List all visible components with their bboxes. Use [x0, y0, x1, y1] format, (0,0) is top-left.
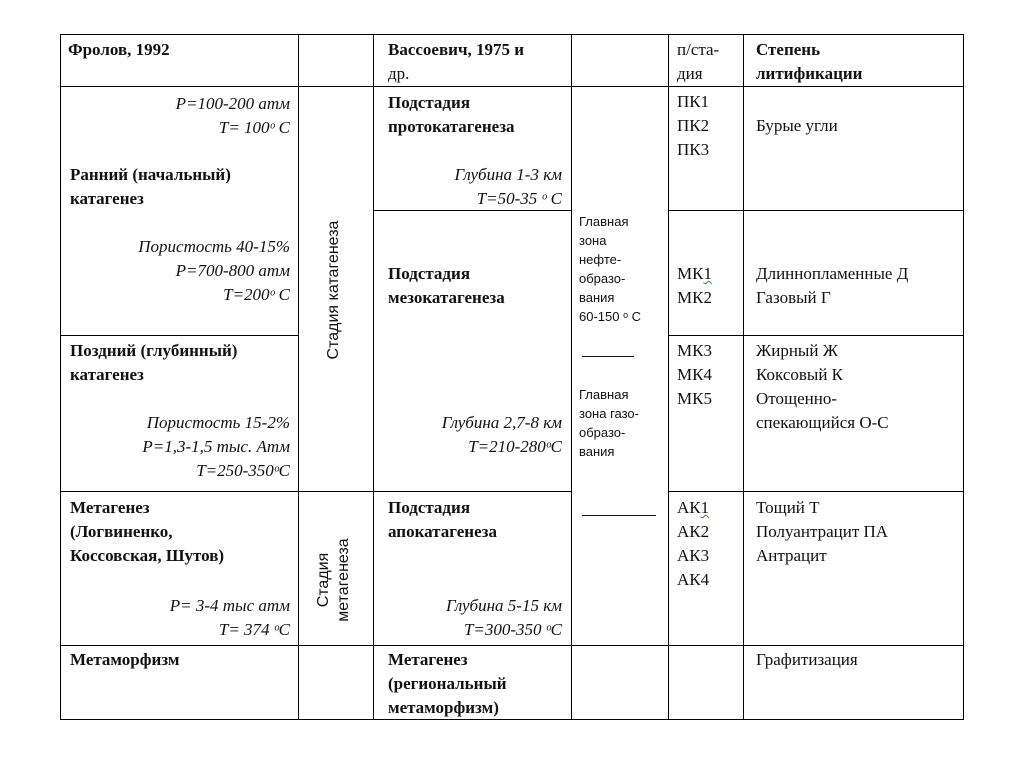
- header-vassoevich: Вассоевич, 1975 и др.: [388, 40, 525, 83]
- oil-zone-label: Главная зона нефте- образо- вания 60-150 ᵒ С: [579, 214, 641, 324]
- meso-params: Глубина 2,7-8 км Т=210-280ᵒС: [441, 413, 562, 456]
- substage-mk-a: МК1 МК2: [677, 264, 712, 307]
- substage-mk-b: МК3 МК4 МК5: [677, 341, 712, 408]
- lith-pk: Бурые угли: [756, 116, 838, 135]
- header-lithification: Степень литификации: [756, 40, 863, 83]
- proto-title: Подстадия протокатагенеза: [388, 93, 515, 136]
- early-catagenesis-porosity: Пористость 40-15% Р=700-800 атм Т=200ᵒ С: [138, 237, 290, 304]
- oil-zone-divider: [582, 356, 634, 357]
- header-substage: п/ста- дия: [677, 40, 720, 83]
- late-catagenesis-title: Поздний (глубинный) катагенез: [70, 341, 238, 384]
- lith-mk-b: Жирный Ж Коксовый К Отощенно- спекающийся О-С: [756, 341, 889, 432]
- stage-metagenesis-label: Стадия метагенеза: [315, 538, 352, 622]
- header-frolov: Фролов, 1992: [68, 40, 170, 59]
- gas-zone-label: Главная зона газо- образо- вания: [579, 387, 639, 459]
- lith-ak: Тощий Т Полуантрацит ПА Антрацит: [756, 498, 889, 565]
- lith-mk-a: Длиннопламенные Д Газовый Г: [756, 264, 909, 307]
- metagenesis-title: Метагенез (Логвиненко, Коссовская, Шутов): [70, 498, 225, 565]
- late-catagenesis-params: Пористость 15-2% Р=1,3-1,5 тыс. Атм Т=250-350ᵒС: [142, 413, 290, 480]
- substage-pk: ПК1 ПК2 ПК3: [677, 92, 710, 159]
- apo-params: Глубина 5-15 км Т=300-350 ᵒС: [446, 596, 562, 639]
- apo-title: Подстадия апокатагенеза: [388, 498, 497, 541]
- early-catagenesis-title: Ранний (начальный) катагенез: [70, 165, 231, 208]
- proto-params: Глубина 1-3 км Т=50-35 ᵒ С: [454, 165, 562, 208]
- meso-title: Подстадия мезокатагенеза: [388, 264, 505, 307]
- early-catagenesis-params: Р=100-200 атм Т= 100ᵒ С: [175, 94, 290, 137]
- metagenesis-params: Р= 3-4 тыс атм Т= 374 ᵒС: [169, 596, 290, 639]
- lith-graphite: Графитизация: [756, 650, 858, 669]
- gas-zone-divider: [582, 515, 656, 516]
- metamorphism-title: Метаморфизм: [70, 650, 180, 669]
- substage-ak: АК1 АК2 АК3 АК4: [677, 498, 710, 589]
- regional-metamorphism-title: Метагенез (региональный метаморфизм): [388, 650, 507, 717]
- stage-catagenesis-label: Стадия катагенеза: [325, 220, 342, 360]
